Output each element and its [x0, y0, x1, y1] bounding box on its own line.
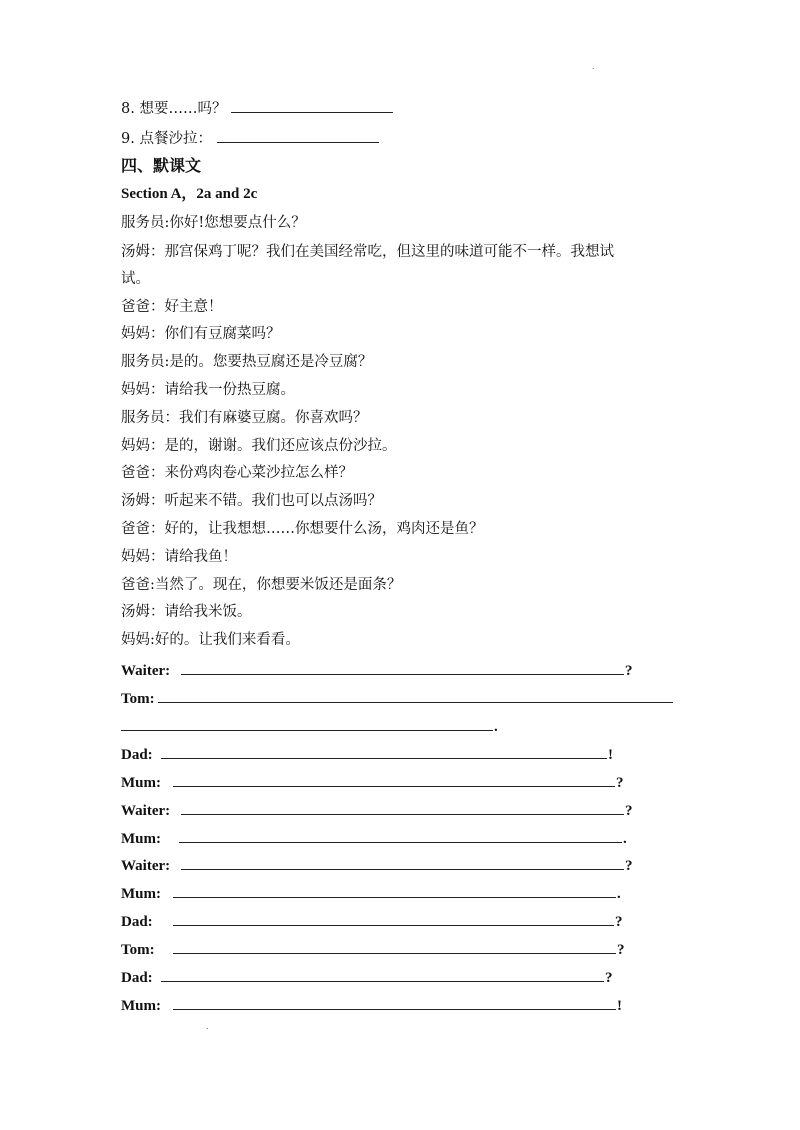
question-9-text: 9. 点餐沙拉： [121, 131, 212, 147]
dialogue-line: 爸爸:当然了。现在，你想要米饭还是面条？ [121, 577, 402, 593]
dialogue-line: 服务员:你好!您想要点什么？ [121, 215, 306, 231]
dialogue-line: 服务员：我们有麻婆豆腐。你喜欢吗？ [121, 410, 368, 426]
answer-line [121, 939, 625, 960]
speaker-label: Waiter: [121, 803, 171, 819]
answer-blank[interactable] [173, 939, 616, 954]
line-end-punctuation: . [494, 719, 498, 735]
answer-blank[interactable] [181, 660, 624, 675]
speaker-label: Dad: [121, 747, 153, 763]
dialogue-line: 爸爸：好主意！ [121, 299, 223, 315]
answer-blank[interactable] [181, 800, 624, 815]
dialogue-line: 妈妈：是的，谢谢。我们还应该点份沙拉。 [121, 438, 397, 454]
answer-blank[interactable] [173, 911, 614, 926]
answer-line [121, 716, 498, 737]
question-9 [121, 128, 379, 149]
dialogue-line: 妈妈：请给我鱼！ [121, 549, 237, 565]
answer-blank[interactable] [158, 688, 673, 703]
line-end-punctuation: ? [605, 970, 613, 986]
speaker-label: Tom: [121, 691, 155, 707]
line-end-punctuation: . [623, 831, 627, 847]
dialogue-line: 妈妈：你们有豆腐菜吗？ [121, 326, 281, 342]
dialogue-line: 汤姆：请给我米饭。 [121, 604, 252, 620]
section-subheading: Section A，2a and 2c [121, 186, 258, 202]
answer-line [121, 744, 613, 765]
answer-blank[interactable] [173, 883, 616, 898]
speaker-label: Waiter: [121, 663, 171, 679]
speaker-label: Mum: [121, 775, 161, 791]
answer-line [121, 800, 633, 821]
line-end-punctuation: ! [608, 747, 613, 763]
decorative-dot: . [206, 1022, 209, 1031]
line-end-punctuation: . [617, 886, 621, 902]
line-end-punctuation: ? [625, 858, 633, 874]
dialogue-line: 试。 [121, 271, 150, 287]
dialogue-line: 汤姆：听起来不错。我们也可以点汤吗？ [121, 493, 382, 509]
section-heading: 四、默课文 [121, 158, 202, 175]
speaker-label: Mum: [121, 886, 161, 902]
dialogue-line: 爸爸：好的，让我想想……你想要什么汤，鸡肉还是鱼？ [121, 521, 484, 537]
line-end-punctuation: ? [625, 803, 633, 819]
answer-blank[interactable] [173, 772, 615, 787]
speaker-label: Dad: [121, 914, 153, 930]
answer-line [121, 967, 613, 988]
dialogue-line: 妈妈：请给我一份热豆腐。 [121, 382, 295, 398]
speaker-label: Waiter: [121, 858, 171, 874]
question-8 [121, 98, 393, 119]
speaker-label: Dad: [121, 970, 153, 986]
speaker-label: Mum: [121, 831, 161, 847]
dialogue-line: 汤姆：那宫保鸡丁呢？我们在美国经常吃，但这里的味道可能不一样。我想试 [121, 244, 614, 260]
answer-blank-9[interactable] [217, 128, 379, 143]
question-8-text: 8. 想要……吗？ [121, 101, 227, 117]
line-end-punctuation: ? [615, 914, 623, 930]
answer-line [121, 828, 627, 849]
answer-line [121, 883, 621, 904]
answer-line [121, 855, 633, 876]
answer-blank[interactable] [179, 828, 622, 843]
answer-blank[interactable] [161, 967, 604, 982]
answer-blank[interactable] [181, 855, 624, 870]
answer-blank[interactable] [173, 995, 616, 1010]
answer-blank[interactable] [161, 744, 607, 759]
decorative-dot: . [592, 62, 595, 71]
dialogue-line: 服务员:是的。您要热豆腐还是冷豆腐？ [121, 354, 373, 370]
speaker-label: Mum: [121, 998, 161, 1014]
answer-line [121, 772, 624, 793]
answer-line [121, 688, 674, 709]
answer-line [121, 995, 622, 1016]
dialogue-line: 爸爸：来份鸡肉卷心菜沙拉怎么样？ [121, 465, 353, 481]
line-end-punctuation: ? [616, 775, 624, 791]
speaker-label: Tom: [121, 942, 155, 958]
line-end-punctuation: ? [617, 942, 625, 958]
line-end-punctuation: ? [625, 663, 633, 679]
dialogue-line: 妈妈:好的。让我们来看看。 [121, 632, 300, 648]
answer-blank[interactable] [121, 716, 493, 731]
answer-line [121, 911, 623, 932]
answer-line [121, 660, 633, 681]
answer-blank-8[interactable] [231, 98, 393, 113]
line-end-punctuation: ! [617, 998, 622, 1014]
